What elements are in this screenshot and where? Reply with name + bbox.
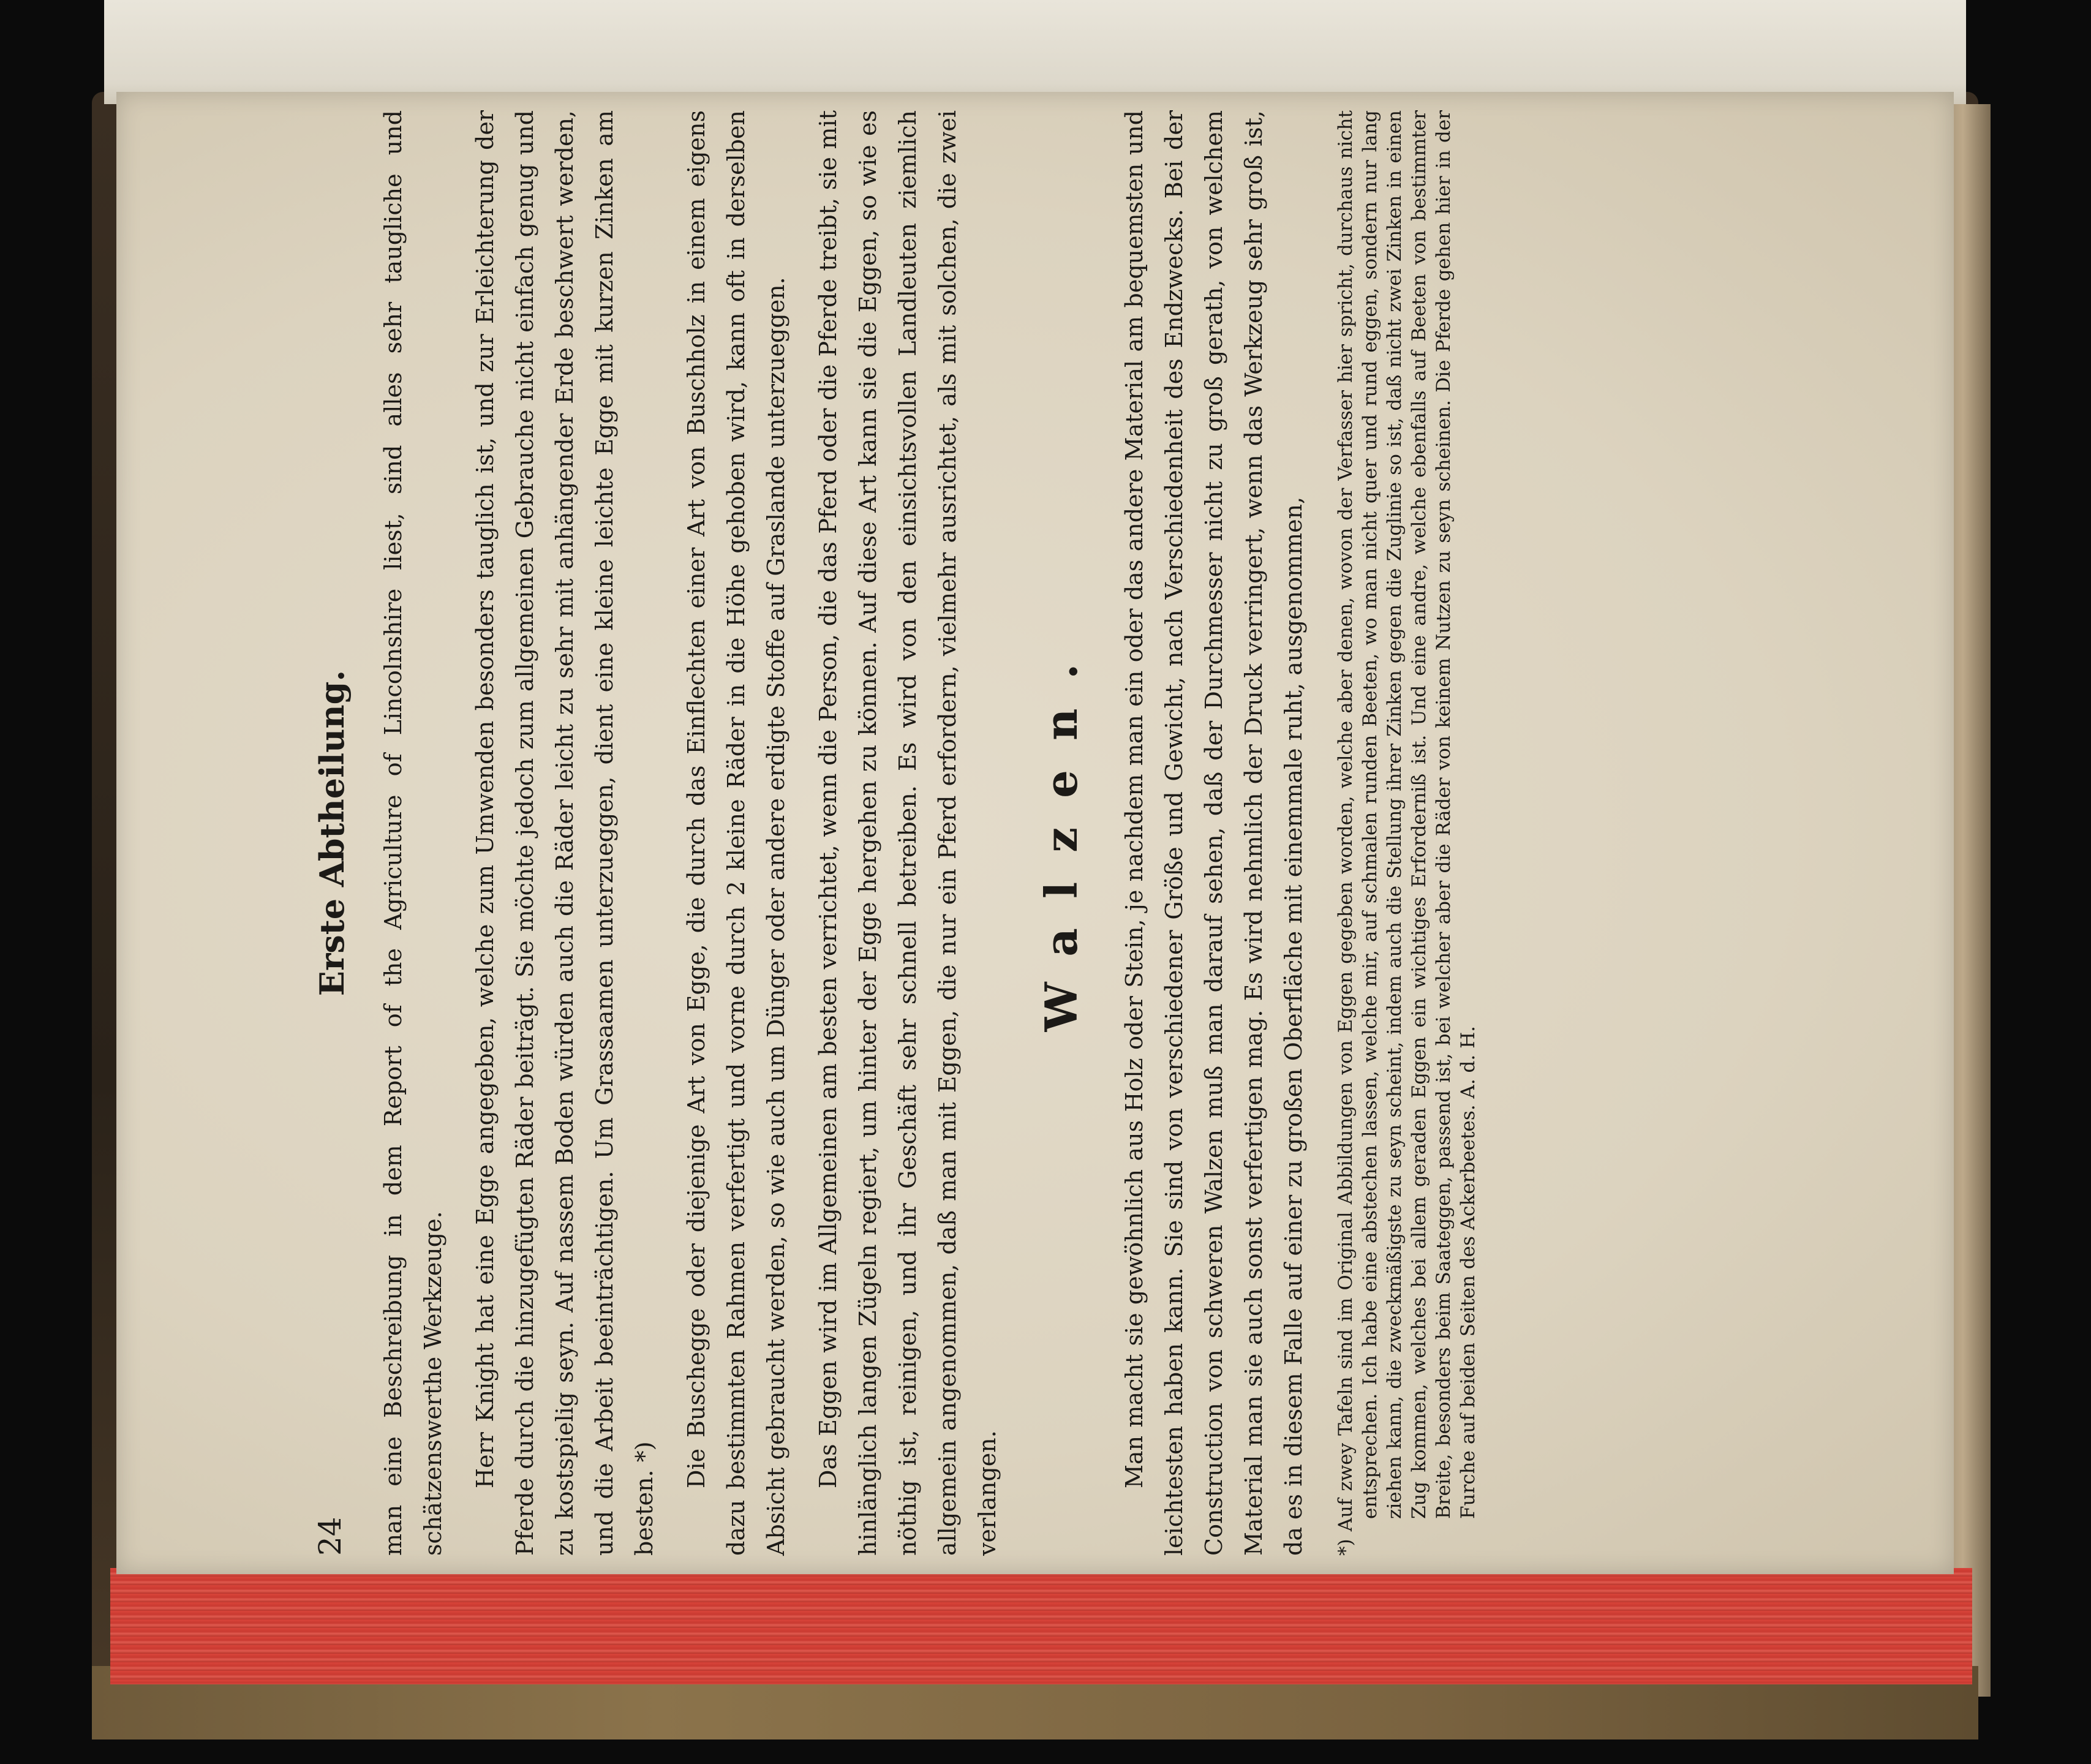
section-paragraph: Man macht sie gewöhnlich aus Holz oder Stein, je nachdem man ein oder das andere Material am bequemsten und leichtesten haben kann. Sie sind von verschiedener Größe und Gewicht, nach Verschiedenheit des Endzwecks. Bei der Construction von schweren Walzen muß man darauf sehen, daß der Durchmesser nicht zu groß gerath, von welchem Material man sie auch sonst verfertigen mag. Es wird nehmlich der Druck verringert, wenn das Werkzeug sehr groß ist, da es in diesem Falle auf einer zu großen Oberfläche mit einemmale ruht, ausgenommen, <box>1121 110 1307 1556</box>
page-header <box>306 110 374 1556</box>
red-page-edges <box>110 1568 1972 1684</box>
paragraph: Das Eggen wird im Allgemeinen am besten verrichtet, wenn die Person, die das Pferd oder die Pferde treibt, sie mit hinlänglich langen Zügeln regiert, um hinter der Egge hergehen zu können. Auf diese Art kann sie die Eggen, so wie es nöthig ist, reinigen, und ihr Geschäft sehr schnell betreiben. Es wird von den einsichtsvollen Landleuten ziemlich allgemein angenommen, daß man mit Eggen, die nur ein Pferd erfordern, vielmehr ausrichtet, als mit solchen, die zwei verlangen. <box>815 110 1001 1556</box>
running-head: Erste Abtheilung. <box>312 669 352 997</box>
footnote: *) Auf zwey Tafeln sind im Original Abbildungen von Eggen gegeben worden, welche aber denen, wovon der Verfasser hier spricht, durchaus nicht entsprechen. Ich habe eine abstechen lassen, welche mir, auf schmalen runden Beeten, wo man nicht quer und rund eggen, sondern nur lang ziehen kann, die zweckmäßigste zu seyn scheint, indem auch die Stellung ihrer Zinken gegen die Zuglinie so ist, daß nicht zwei Zinken in einen Zug kommen, welches bei allem geraden Eggen ein wichtiges Erforderniß ist. Und eine andre, welche ebenfalls auf Beeten von bestimmter Breite, besonders beim Saateggen, passend ist, bei welcher aber die Räder von keinem Nutzen zu seyn scheinen. Die Pferde gehen hier in der Furche auf beiden Seiten des Ackerbeetes. A. d. H. <box>1335 110 1479 1556</box>
rotated-text-block <box>306 110 1556 1556</box>
paragraph: Herr Knight hat eine Egge angegeben, welche zum Umwenden besonders tauglich ist, und zur Erleichterung der Pferde durch die hinzugefügten Räder beiträgt. Sie möchte jedoch zum allgemeinen Gebrauche nicht einfach genug und zu kostspielig seyn. Auf nassem Boden würden auch die Räder leicht zu sehr mit anhängender Erde beschwert werden, und die Arbeit beeinträchtigen. Um Grassaamen unterzueggen, dient eine kleine leichte Egge mit kurzen Zinken am besten. *) <box>472 110 658 1556</box>
section-heading: Walzen. <box>1035 634 1087 1032</box>
paragraph: Die Buschegge oder diejenige Art von Egge, die durch das Einflechten einer Art von Buschholz in einem eigens dazu bestimmten Rahmen verfertigt und vorne durch 2 kleine Räder in die Höhe gehoben wird, kann oft in derselben Absicht gebraucht werden, so wie auch um Dünger oder andere erdigte Stoffe auf Graslande unterzueggen. <box>683 110 789 1556</box>
opposite-page-edge <box>104 0 1966 104</box>
paragraph: man eine Beschreibung in dem Report of the Agriculture of Lincolnshire liest, sind alles sehr taugliche und schätzenswerthe Werkzeuge. <box>380 110 446 1556</box>
page-number: 24 <box>312 1517 348 1556</box>
